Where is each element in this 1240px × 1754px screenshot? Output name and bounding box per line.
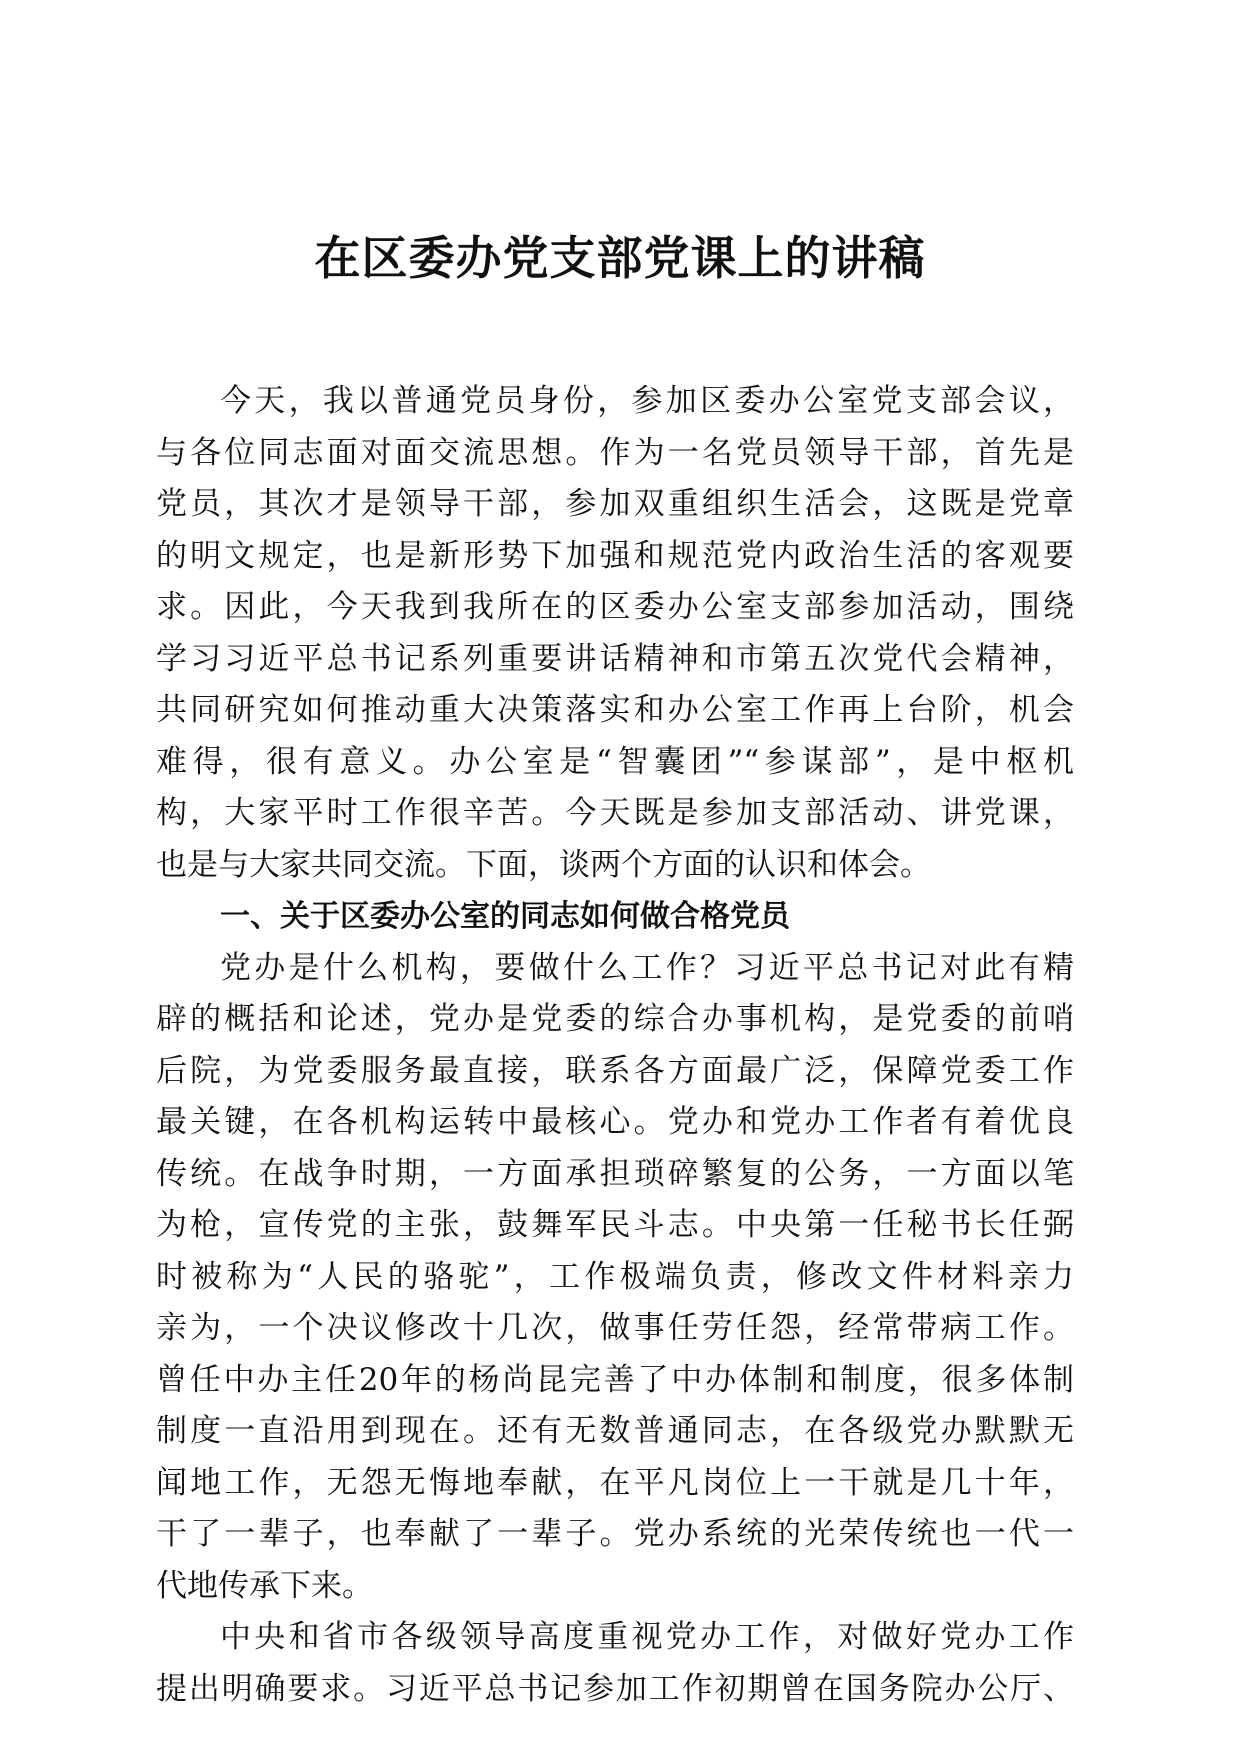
text-line: 辟的概括和论述，党办是党委的综合办事机构，是党委的前哨 <box>156 1001 1074 1037</box>
text-line: 中央和省市各级领导高度重视党办工作，对做好党办工作 <box>220 1619 1074 1655</box>
text-line: 亲为，一个决议修改十几次，做事任劳任怨，经常带病工作。 <box>156 1310 1074 1346</box>
text-line: 传统。在战争时期，一方面承担琐碎繁复的公务，一方面以笔 <box>156 1155 1074 1192</box>
text-line: 党员，其次才是领导干部，参加双重组织生活会，这既是党章 <box>156 486 1074 522</box>
text-line: 时被称为“人民的骆驼”，工作极端负责，修改文件材料亲力 <box>156 1258 1074 1295</box>
text-line: 的明文规定，也是新形势下加强和规范党内政治生活的客观要 <box>156 537 1074 574</box>
text-line: 与各位同志面对面交流思想。作为一名党员领导干部，首先是 <box>156 434 1074 471</box>
text-line: 学习习近平总书记系列重要讲话精神和市第五次党代会精神， <box>156 640 1074 677</box>
text-line: 曾任中办主任20年的杨尚昆完善了中办体制和制度，很多体制 <box>156 1361 1074 1398</box>
document-title: 在区委办党支部党课上的讲稿 <box>314 231 926 285</box>
text-line: 制度一直沿用到现在。还有无数普通同志，在各级党办默默无 <box>156 1413 1074 1449</box>
text-line: 共同研究如何推动重大决策落实和办公室工作再上台阶，机会 <box>156 692 1074 728</box>
text-line: 难得，很有意义。办公室是“智囊团”“参谋部”，是中枢机 <box>156 743 1074 780</box>
text-line: 构，大家平时工作很辛苦。今天既是参加支部活动、讲党课， <box>156 795 1074 831</box>
text-line: 提出明确要求。习近平总书记参加工作初期曾在国务院办公厅、 <box>156 1670 1074 1707</box>
text-line: 最关键，在各机构运转中最核心。党办和党办工作者有着优良 <box>156 1104 1074 1140</box>
document-body <box>156 376 1074 1715</box>
text-line: 求。因此，今天我到我所在的区委办公室支部参加活动，围绕 <box>156 589 1074 625</box>
text-line: 干了一辈子，也奉献了一辈子。党办系统的光荣传统也一代一 <box>156 1516 1074 1552</box>
text-line: 闻地工作，无怨无悔地奉献，在平凡岗位上一干就是几十年， <box>156 1464 1074 1501</box>
text-line: 也是与大家共同交流。下面，谈两个方面的认识和体会。 <box>156 846 931 883</box>
text-line: 今天，我以普通党员身份，参加区委办公室党支部会议， <box>220 383 1074 419</box>
section-heading: 一、关于区委办公室的同志如何做合格党员 <box>220 899 790 934</box>
text-line: 党办是什么机构，要做什么工作？习近平总书记对此有精 <box>220 949 1074 986</box>
text-line: 后院，为党委服务最直接，联系各方面最广泛，保障党委工作 <box>156 1052 1074 1089</box>
text-line: 代地传承下来。 <box>156 1567 373 1604</box>
text-line: 为枪，宣传党的主张，鼓舞军民斗志。中央第一任秘书长任弼 <box>156 1207 1074 1243</box>
